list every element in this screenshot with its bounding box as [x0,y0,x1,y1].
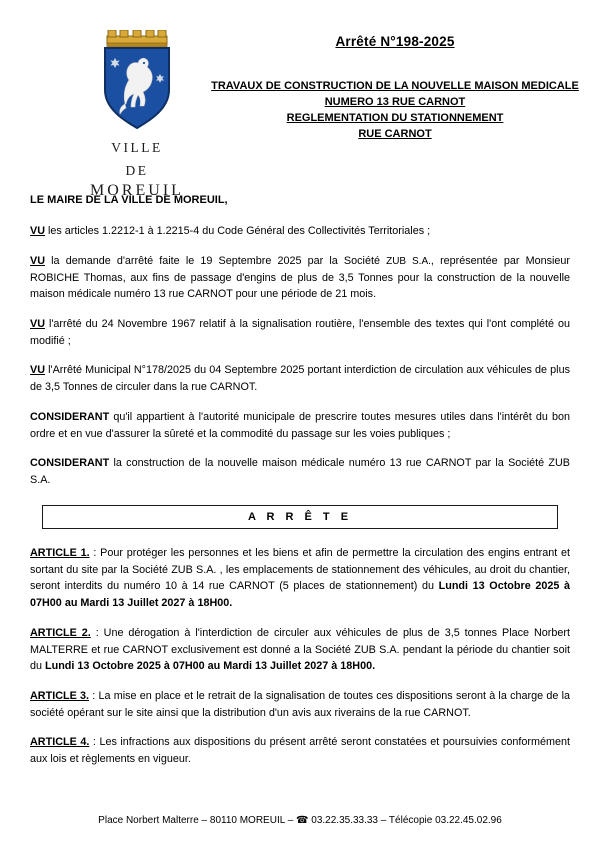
arrete-banner: A R R Ê T E [42,505,558,529]
article-1 [30,545,570,612]
article-2 [30,625,570,675]
title-block [210,34,580,143]
document-footer [30,815,570,826]
article-4-lead: ARTICLE 4. [30,736,90,749]
subject-line-2: NUMERO 13 RUE CARNOT [324,95,466,108]
vu-text-3: l'arrêté du 24 Novembre 1967 relatif à la signalisation routière, l'ensemble des textes qui l'ont complété ou modifié ; [30,317,570,347]
article-3 [30,688,570,721]
document-body [30,192,570,489]
considerant-text-1: qu'il appartient à l'autorité municipale de prescrire toutes mesures utiles dans l'intérêt du bon ordre et en vue d'assurer la sûreté et la commodité du passage sur les voies publiques ; [30,410,570,440]
document-subject [210,79,580,143]
article-2-lead: ARTICLE 2. [30,626,91,639]
considerant-text-2: la construction de la nouvelle maison médicale numéro 13 rue CARNOT par la Société ZUB S.A. [30,457,570,487]
vu-text-2a: la demande d'arrêté faite le 19 Septembre 2025 par la Société [45,254,387,267]
city-name-line1: VILLE [111,140,163,155]
article-2-dates: Lundi 13 Octobre 2025 à 07H00 au Mardi 13 Juillet 2027 à 18H00. [45,660,376,673]
footer-contact: Place Norbert Malterre – 80110 MOREUIL – ☎ 03.22.35.33.33 – Télécopie 03.22.45.02.96 [98,815,502,826]
city-identity [62,30,212,200]
considerant-lead-2: CONSIDERANT [30,457,110,470]
vu-text-1: les articles 1.2212-1 à 1.2215-4 du Code Général des Collectivités Territoriales ; [45,225,431,238]
coat-of-arms-icon [95,30,179,134]
article-3-lead: ARTICLE 3. [30,690,90,702]
considerant-2 [30,455,570,488]
article-1-text-a: : Pour protéger les personnes et les biens et afin de permettre la circulation des engins entrant et sortant du site par la Société ZUB S.A. , les emplacements de stationnement des véhicules, au droit du chantier, seront interdits du numéro 10 à 14 rue CARNOT (5 places de stationnement) du [30,546,570,593]
article-4-text-a: : Les infractions aux dispositions du présent arrêté seront constatées et poursuivies conformément aux lois et règlements en vigueur. [30,736,570,766]
city-name-line2: DE [125,162,149,178]
article-1-dates: Lundi 13 Octobre 2025 à 07H00 au Mardi 13 Juillet 2027 à 18H00. [30,580,571,610]
vu-lead-3: VU [30,317,45,330]
page-title: Arrêté N°198-2025 [335,34,455,49]
articles-section [30,545,570,768]
considerant-vu-1 [30,223,570,240]
subject-line-3: REGLEMENTATION DU STATIONNEMENT [286,111,504,124]
vu-text-2-company: ZUB S.A. [386,255,431,267]
considerant-vu-2 [30,253,570,303]
subject-line-4: RUE CARNOT [358,127,432,140]
vu-lead-1: VU [30,225,45,238]
article-1-lead: ARTICLE 1. [30,546,90,559]
document-header [30,22,579,199]
considerant-1 [30,409,570,442]
vu-lead-4: VU [30,364,45,377]
considerant-vu-4 [30,362,570,395]
mayor-line: LE MAIRE DE LA VILLE DE MOREUIL, [30,194,228,206]
vu-text-2b: , représentée par Monsieur ROBICHE Thomas, aux fins de passage d'engins de plus de 3,5 Tonnes pour la construction de la nouvelle maison médicale numéro 13 rue CARNOT pour une période de 21 mois. [30,254,570,301]
considerant-lead-1: CONSIDERANT [30,410,110,423]
article-4 [30,734,570,767]
city-name-line3: MOREUIL [90,181,184,199]
vu-text-4: l'Arrêté Municipal N°178/2025 du 04 Septembre 2025 portant interdiction de circulation aux véhicules de plus de 3,5 Tonnes de circuler dans la rue CARNOT. [30,364,570,394]
article-2-text-a: : Une dérogation à l'interdiction de circuler aux véhicules de plus de 3,5 tonnes Place Norbert MALTERRE et rue CARNOT exclusivement est donné a la Société ZUB S.A. pendant la période du chantier soit du [30,626,570,673]
article-3-text-a: : La mise en place et le retrait de la signalisation de toutes ces dispositions seront à la charge de la société opérant sur le site ainsi que la distribution d'un avis aux riverains de la rue CARNOT. [30,690,570,719]
considerant-vu-3 [30,316,570,349]
subject-line-1: TRAVAUX DE CONSTRUCTION DE LA NOUVELLE MAISON MEDICALE [211,80,579,92]
vu-lead-2: VU [30,254,45,267]
